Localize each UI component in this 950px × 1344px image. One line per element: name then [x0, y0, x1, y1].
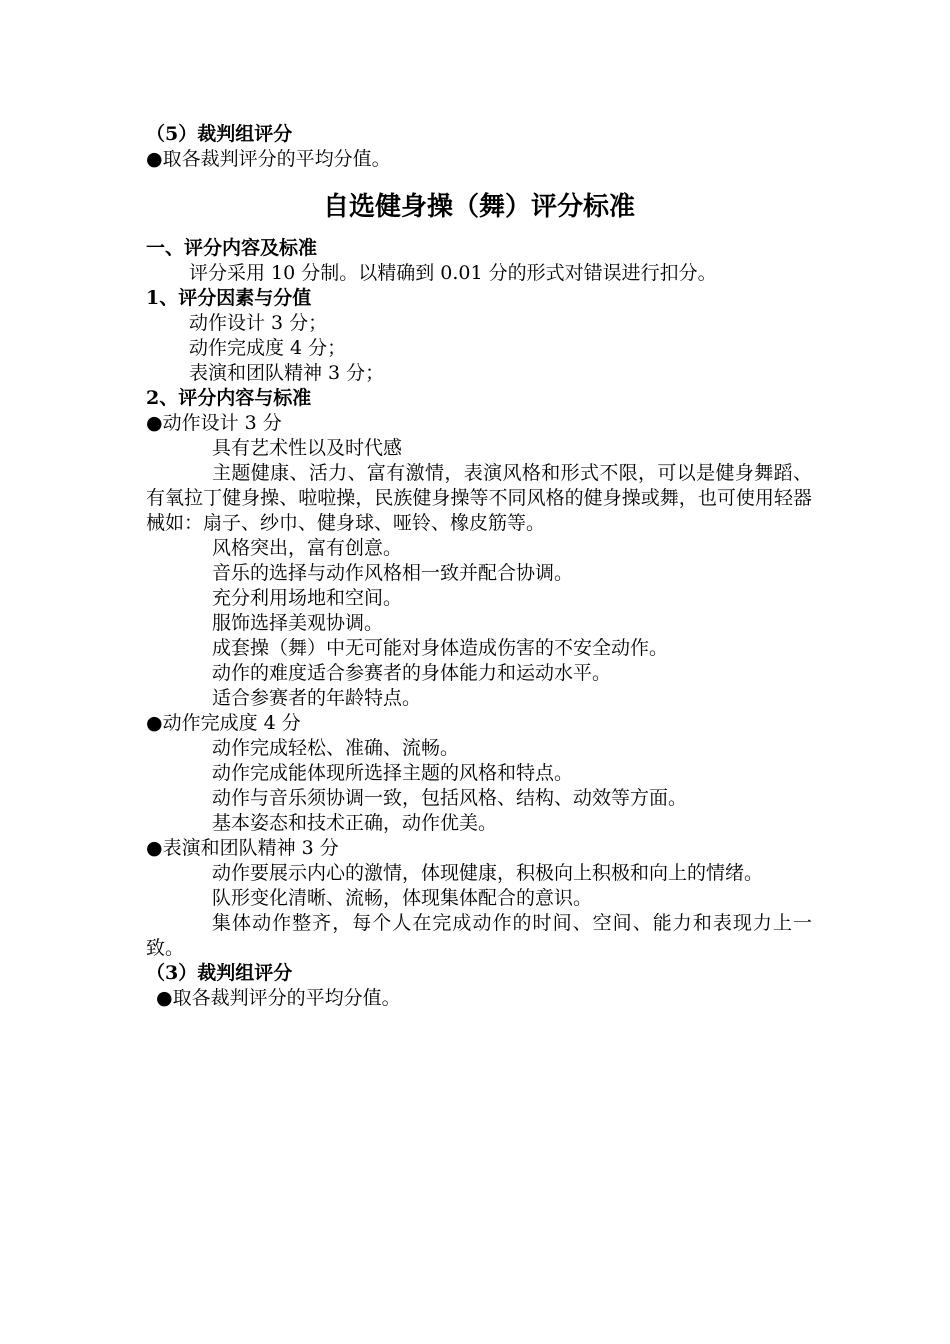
design-line: 适合参赛者的年龄特点。 [212, 687, 422, 709]
bottom-section-bullet: ●取各裁判评分的平均分值。 [156, 987, 401, 1009]
score-factor-design: 动作设计 3 分； [189, 312, 328, 334]
design-line: 具有艺术性以及时代感 [212, 437, 403, 459]
design-line: 动作的难度适合参赛者的身体能力和运动水平。 [212, 662, 612, 684]
design-line: 风格突出，富有创意。 [212, 537, 403, 559]
completion-line: 动作完成能体现所选择主题的风格和特点。 [212, 762, 574, 784]
top-section-heading: （5）裁判组评分 [146, 123, 293, 145]
design-line: 音乐的选择与动作风格相一致并配合协调。 [212, 562, 574, 584]
completion-line: 基本姿态和技术正确，动作优美。 [212, 812, 498, 834]
design-line: 成套操（舞）中无可能对身体造成伤害的不安全动作。 [212, 637, 669, 659]
design-label: ●动作设计 3 分 [146, 412, 282, 434]
bottom-section-heading: （3）裁判组评分 [146, 962, 293, 984]
design-line: 服饰选择美观协调。 [212, 612, 384, 634]
completion-line: 动作完成轻松、准确、流畅。 [212, 737, 460, 759]
top-section-bullet: ●取各裁判评分的平均分值。 [146, 148, 391, 170]
completion-label: ●动作完成度 4 分 [146, 712, 301, 734]
performance-paragraph: 集体动作整齐，每个人在完成动作的时间、空间、能力和表现力上一致。 [146, 912, 812, 959]
section1-1-heading: 1、评分因素与分值 [146, 287, 312, 309]
design-line: 充分利用场地和空间。 [212, 587, 403, 609]
document-title: 自选健身操（舞）评分标准 [322, 192, 635, 222]
completion-line: 动作与音乐须协调一致，包括风格、结构、动效等方面。 [212, 787, 688, 809]
performance-paragraph: 动作要展示内心的激情，体现健康，积极向上积极和向上的情绪。 [212, 862, 764, 884]
score-factor-completion: 动作完成度 4 分； [189, 337, 347, 359]
section1-intro: 评分采用 10 分制。以精确到 0.01 分的形式对错误进行扣分。 [189, 262, 717, 284]
document-page [146, 122, 812, 1011]
section1-heading: 一、评分内容及标准 [146, 237, 318, 259]
performance-label: ●表演和团队精神 3 分 [146, 837, 339, 859]
design-paragraph: 主题健康、活力、富有激情，表演风格和形式不限，可以是健身舞蹈、有氧拉丁健身操、啦啦操，民族健身操等不同风格的健身操或舞，也可使用轻器械如：扇子、纱巾、健身球、哑铃、橡皮筋等。 [146, 462, 812, 534]
performance-line: 队形变化清晰、流畅，体现集体配合的意识。 [212, 887, 593, 909]
score-factor-performance: 表演和团队精神 3 分； [189, 362, 385, 384]
section1-2-heading: 2、评分内容与标准 [146, 387, 312, 409]
